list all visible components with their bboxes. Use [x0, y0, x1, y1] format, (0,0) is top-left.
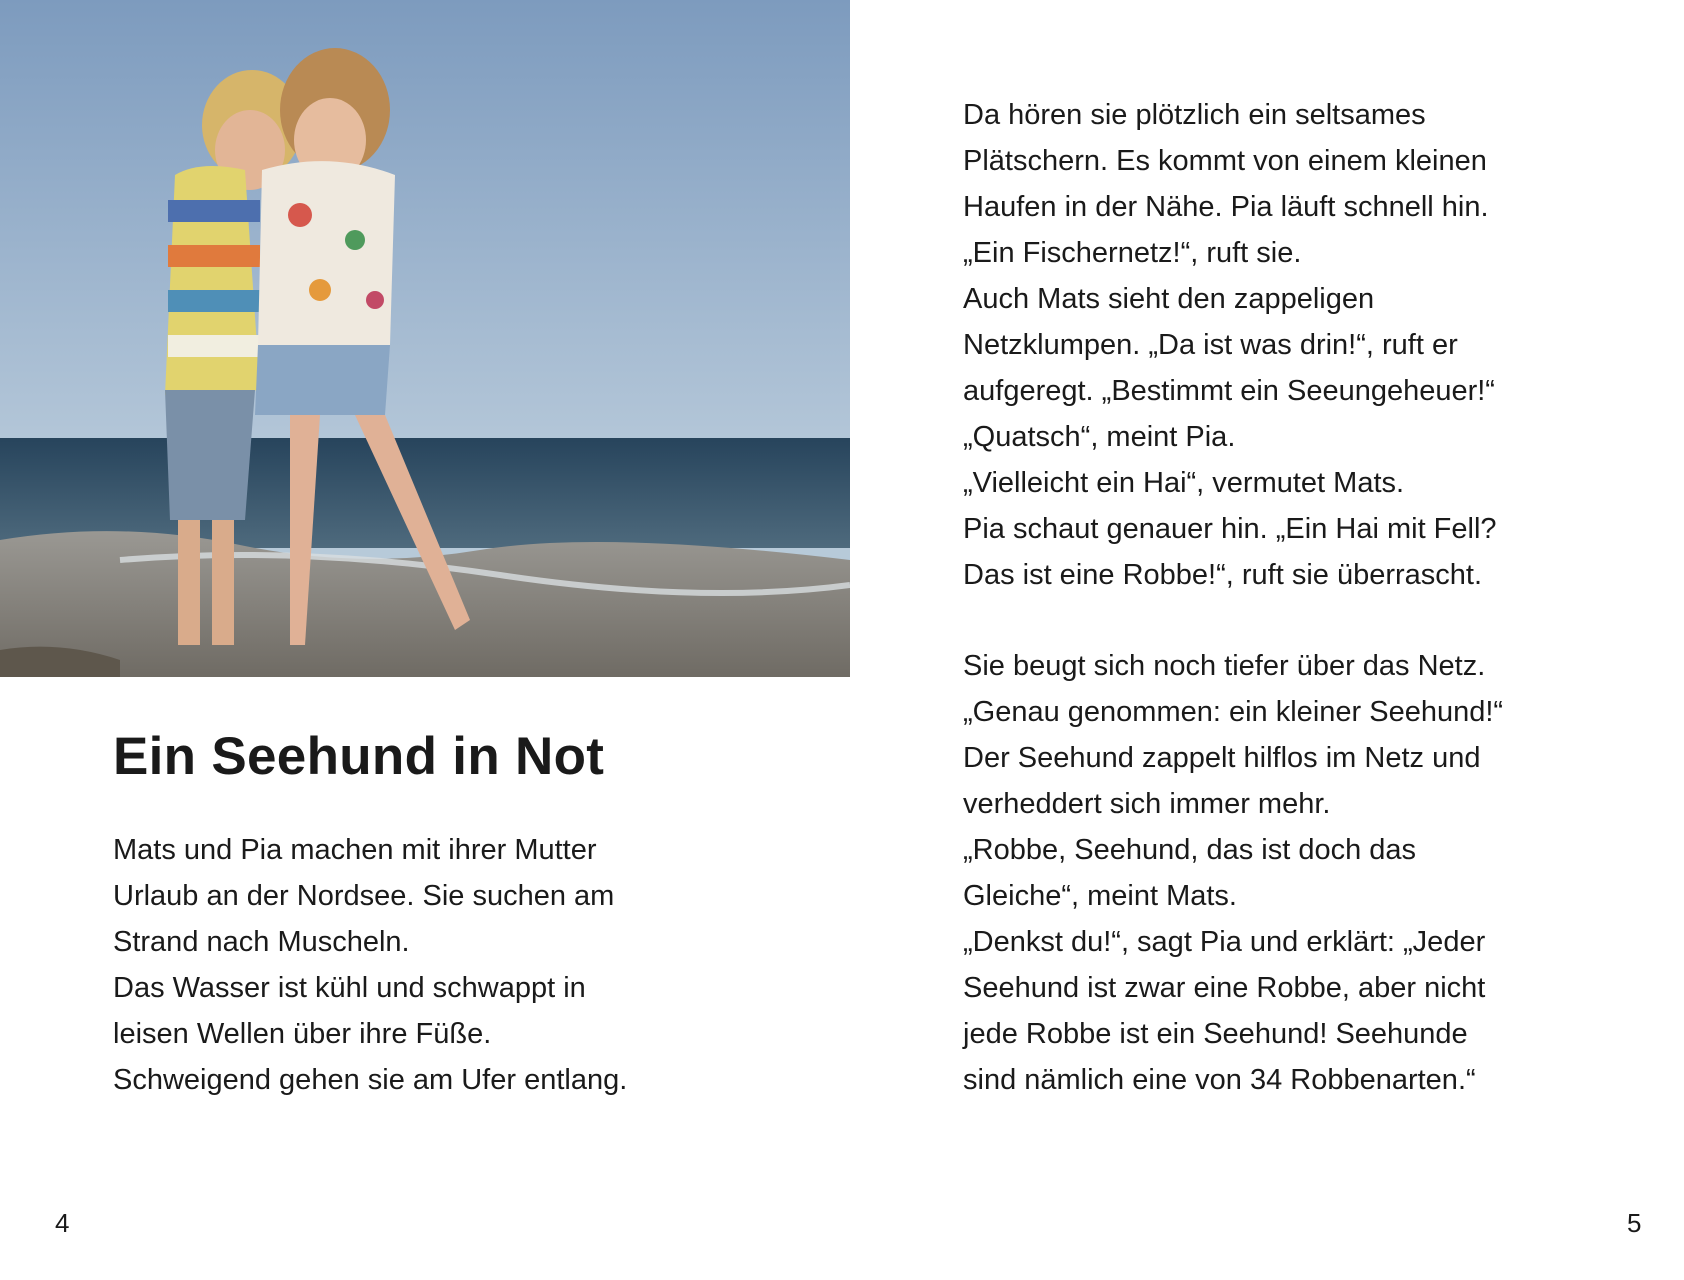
text-line: „Robbe, Seehund, das ist doch das [963, 834, 1417, 866]
text-line: Pia schaut genauer hin. „Ein Hai mit Fell? [963, 513, 1497, 545]
text-line: Mats und Pia machen mit ihrer Mutter [113, 834, 597, 866]
text-line: Seehund ist zwar eine Robbe, aber nicht [963, 972, 1486, 1004]
page-number-right: 5 [1627, 1208, 1642, 1238]
story-title: Ein Seehund in Not [113, 727, 605, 786]
right-paragraph-2 [963, 643, 1503, 1103]
text-line: Der Seehund zappelt hilflos im Netz und [963, 742, 1481, 774]
text-line: Das Wasser ist kühl und schwappt in [113, 972, 586, 1004]
text-line: Strand nach Muscheln. [113, 926, 410, 958]
right-paragraph-1 [963, 92, 1497, 598]
left-paragraph [113, 827, 627, 1103]
text-line: leisen Wellen über ihre Füße. [113, 1018, 492, 1050]
text-line: „Genau genommen: ein kleiner Seehund!“ [963, 696, 1504, 728]
text-line: Netzklumpen. „Da ist was drin!“, ruft er [963, 329, 1458, 361]
text-line: Gleiche“, meint Mats. [963, 880, 1237, 912]
text-line: Das ist eine Robbe!“, ruft sie überrascht. [963, 559, 1483, 591]
text-line: aufgeregt. „Bestimmt ein Seeungeheuer!“ [963, 375, 1495, 407]
text-line: „Vielleicht ein Hai“, vermutet Mats. [963, 467, 1405, 499]
text-line: Auch Mats sieht den zappeligen [963, 283, 1375, 315]
text-line: Da hören sie plötzlich ein seltsames [963, 99, 1426, 131]
text-line: Schweigend gehen sie am Ufer entlang. [113, 1064, 628, 1096]
page-number-left: 4 [55, 1208, 70, 1238]
text-line: Sie beugt sich noch tiefer über das Netz. [963, 650, 1486, 682]
text-line: „Ein Fischernetz!“, ruft sie. [963, 237, 1302, 269]
text-line: jede Robbe ist ein Seehund! Seehunde [963, 1018, 1468, 1050]
text-line: verheddert sich immer mehr. [963, 788, 1331, 820]
text-line: „Denkst du!“, sagt Pia und erklärt: „Jeder [963, 926, 1486, 958]
text-line: Plätschern. Es kommt von einem kleinen [963, 145, 1487, 177]
text-line: Urlaub an der Nordsee. Sie suchen am [113, 880, 615, 912]
beach-photo [0, 0, 850, 677]
text-line: sind nämlich eine von 34 Robbenarten.“ [963, 1064, 1476, 1096]
text-line: Haufen in der Nähe. Pia läuft schnell hin. [963, 191, 1489, 223]
text-line: „Quatsch“, meint Pia. [963, 421, 1236, 453]
